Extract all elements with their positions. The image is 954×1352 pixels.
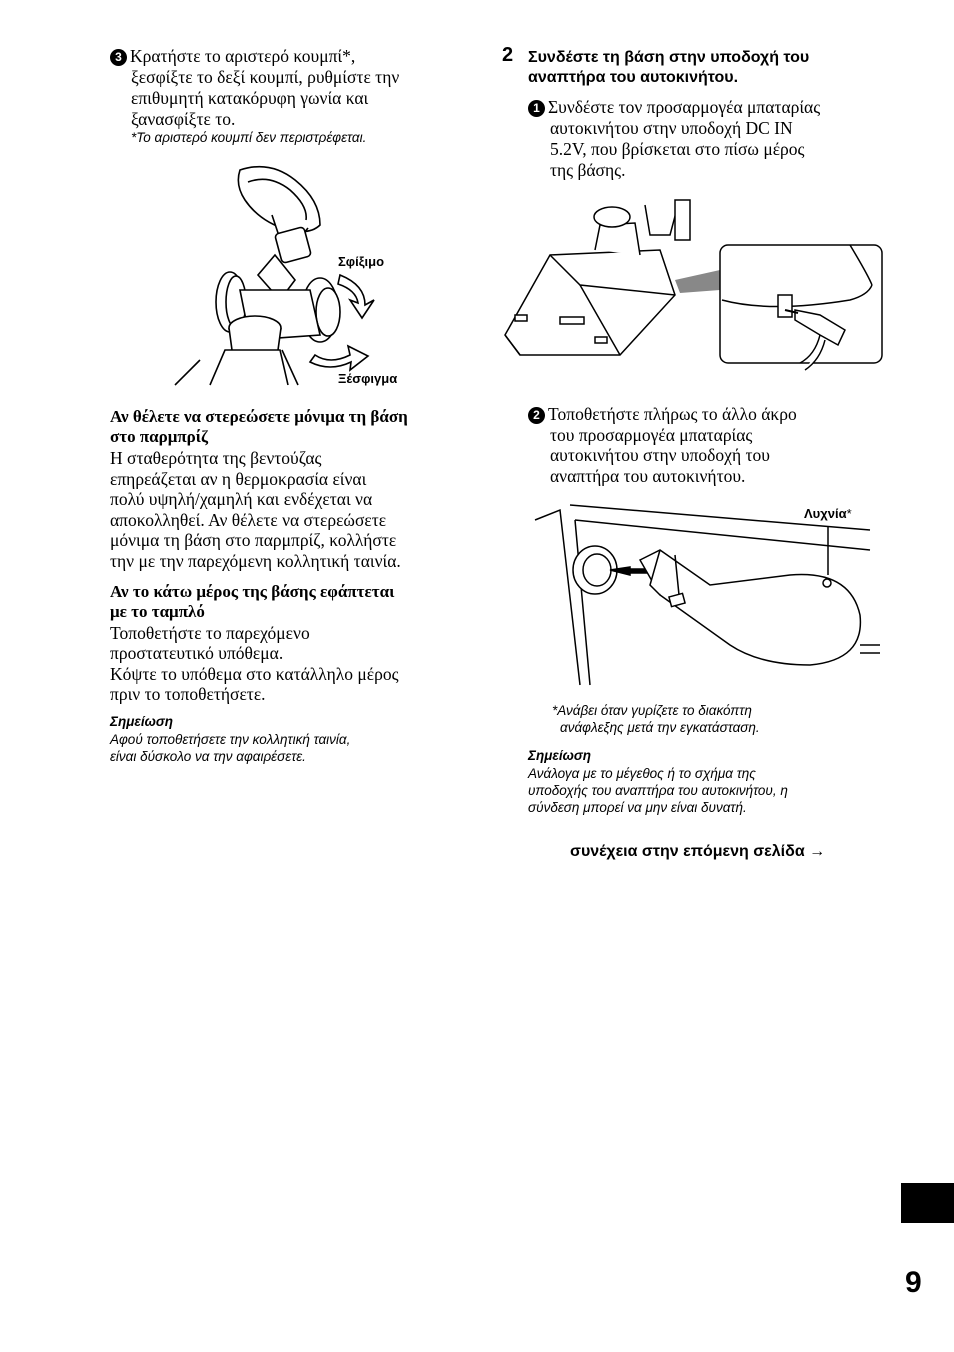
item-3-footnote: *Το αριστερό κουμπί δεν περιστρέφεται.: [131, 130, 367, 145]
right-note-line-3: σύνδεση μπορεί να μην είναι δυνατή.: [528, 800, 747, 815]
lamp-footnote-1: *Ανάβει όταν γυρίζετε το διακόπτη: [552, 703, 752, 718]
lighter-socket-illustration: [530, 495, 885, 695]
left-note-title: Σημείωση: [110, 714, 174, 729]
section-2-heading-1: Αν το κάτω μέρος της βάσης εφάπτεται: [110, 582, 395, 601]
left-note-line-1: Αφού τοποθετήσετε την κολλητική ταινία,: [110, 732, 351, 747]
section-1-line-4: αποκολληθεί. Αν θέλετε να στερεώσετε: [110, 510, 387, 530]
section-1-line-1: Η σταθερότητα της βεντούζας: [110, 448, 322, 468]
section-2-line-1: Τοποθετήστε το παρεχόμενο: [110, 623, 310, 643]
item-1-line-3: 5.2V, που βρίσκεται στο πίσω μέρος: [550, 139, 805, 159]
step-heading-1: Συνδέστε τη βάση στην υποδοχή του: [528, 49, 810, 66]
item-1-line-4: της βάσης.: [550, 160, 626, 180]
item-2-line-2: του προσαρμογέα μπαταρίας: [550, 425, 753, 445]
section-2-line-3: Κόψτε το υπόθεμα στο κατάλληλο μέρος: [110, 664, 399, 684]
section-1-heading-1: Αν θέλετε να στερεώσετε μόνιμα τη βάση: [110, 407, 408, 426]
step-number: 2: [502, 44, 514, 66]
item-3-number: 3: [110, 49, 127, 66]
lamp-footnote-2: ανάφλεξης μετά την εγκατάσταση.: [560, 720, 760, 735]
right-note-line-2: υποδοχής του αναπτήρα του αυτοκινήτου, η: [528, 783, 788, 798]
section-tab-marker: [901, 1183, 954, 1223]
item-2-line-4: αναπτήρα του αυτοκινήτου.: [550, 466, 746, 486]
item-2-line-1: 2 Τοποθετήστε πλήρως το άλλο άκρο: [528, 404, 797, 425]
section-2-line-4: πριν το τοποθετήσετε.: [110, 684, 266, 704]
item-1-line-2: αυτοκινήτου στην υποδοχή DC IN: [550, 118, 793, 138]
cradle-dc-in-illustration: [500, 195, 885, 370]
item-2-number: 2: [528, 407, 545, 424]
continue-next-page: συνέχεια στην επόμενη σελίδα →: [570, 843, 826, 860]
right-note-line-1: Ανάλογα με το μέγεθος ή το σχήμα της: [528, 766, 756, 781]
section-1-heading-2: στο παρμπρίζ: [110, 427, 209, 446]
item-3-line-1: 3 Κρατήστε το αριστερό κουμπί*,: [110, 46, 355, 67]
section-1-line-5: μόνιμα τη βάση στο παρμπρίζ, κολλήστε: [110, 530, 397, 550]
label-tighten: Σφίξιμο: [338, 254, 385, 269]
item-3-line-3: επιθυμητή κατακόρυφη γωνία και: [131, 88, 369, 108]
section-1-line-6: την με την παρεχόμενη κολλητική ταινία.: [110, 551, 401, 571]
arrow-right-icon: →: [809, 843, 826, 860]
mount-knob-illustration: [170, 160, 370, 390]
item-1-line-1: 1 Συνδέστε τον προσαρμογέα μπαταρίας: [528, 97, 820, 118]
left-note-line-2: είναι δύσκολο να την αφαιρέσετε.: [110, 749, 306, 764]
section-1-line-2: επηρεάζεται αν η θερμοκρασία είναι: [110, 469, 367, 489]
section-2-line-2: προστατευτικό υπόθεμα.: [110, 643, 284, 663]
item-2-line-3: αυτοκινήτου στην υποδοχή του: [550, 445, 770, 465]
step-heading-2: αναπτήρα του αυτοκινήτου.: [528, 69, 739, 86]
right-note-title: Σημείωση: [528, 748, 592, 763]
page-number: 9: [905, 1266, 922, 1299]
section-1-line-3: πολύ υψηλή/χαμηλή και ενδέχεται να: [110, 489, 373, 509]
label-lamp: Λυχνία*: [804, 506, 852, 521]
section-2-heading-2: με το ταμπλό: [110, 602, 205, 621]
item-1-number: 1: [528, 100, 545, 117]
label-loosen: Ξέσφιγμα: [338, 371, 398, 386]
item-3-line-4: ξανασφίξτε το.: [131, 109, 236, 129]
item-3-line-2: ξεσφίξτε το δεξί κουμπί, ρυθμίστε την: [131, 67, 400, 87]
